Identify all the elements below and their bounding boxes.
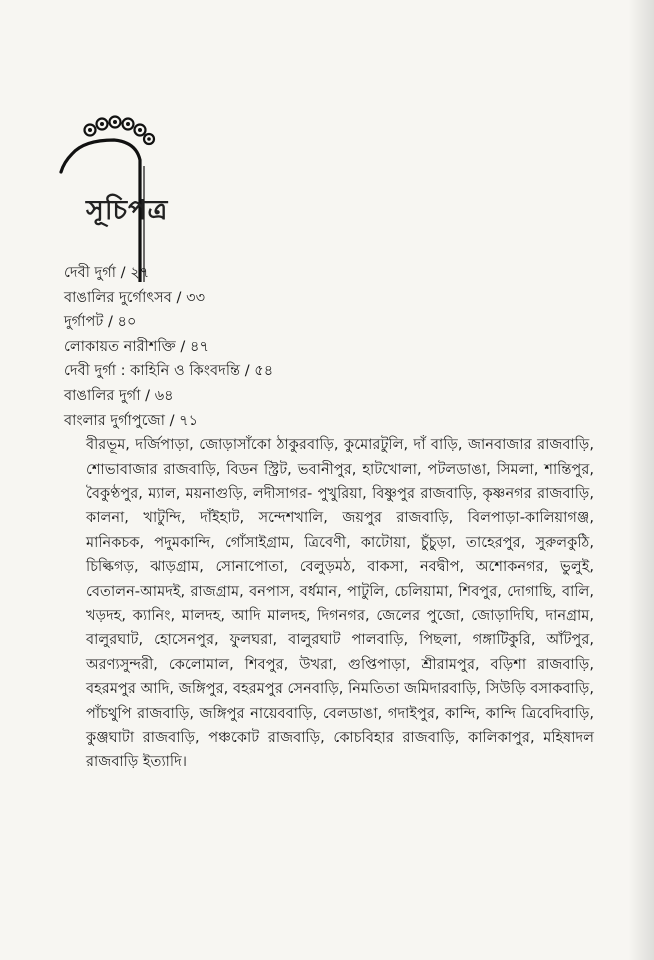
toc-entry: [64, 359, 594, 384]
toc-entry: [64, 384, 594, 409]
toc-entry: [64, 261, 594, 286]
toc-separator: /: [140, 386, 155, 404]
toc-entry-title: বাংলার দুর্গাপুজো: [64, 411, 165, 429]
toc-entry: [64, 310, 594, 335]
toc-entry-title: লোকায়ত নারীশক্তি: [64, 337, 176, 355]
toc-separator: /: [171, 288, 187, 306]
toc-subtopics: বীরভূম, দর্জিপাড়া, জোড়াসাঁকো ঠাকুরবাড়ি, কুমোরটুলি, দাঁ বাড়ি, জানবাজার রাজবাড়ি, শোভাবাজার রাজবাড়ি, বিডন স্ট্রিট, ভবানীপুর, হাটখোলা, পটলডাঙা, সিমলা, শান্তিপুর, বৈকুণ্ঠপুর, ম্যাল, ময়নাগুড়ি, লদীসাগর- পুখুরিয়া, বিষ্ণুপুর রাজবাড়ি, কৃষ্ণনগর রাজবাড়ি, কালনা, খাটুন্দি, দাঁইহাট, সন্দেশখালি, জয়পুর রাজবাড়ি, বিলপাড়া-কালিয়াগঞ্জ, মানিকচক, পদুমকান্দি, গোঁসাইগ্রাম, ত্রিবেণী, কাটোয়া, চুঁচুড়া, তাহেরপুর, সুরুলকুঠি, চিল্কিগড়, ঝাড়গ্রাম, সোনাপোতা, বেলুড়মঠ, বাকসা, নবদ্বীপ, অশোকনগর, ভুলুই, বেতালন-আমদই, রাজগ্রাম, বনপাস, বর্ধমান, পাটুলি, চেলিয়ামা, শিবপুর, দোগাছি, বালি, খড়দহ, ক্যানিং, মালদহ, আদি মালদহ, দিগনগর, জেলের পুজো, জোড়াদিঘি, দানগ্রাম, বালুরঘাট, হোসেনপুর, ফুলঘরা, বালুরঘাট পালবাড়ি, পিছলা, গঙ্গাটিকুরি, আঁটপুর, অরণ্যসুন্দরী, কেলোমাল, শিবপুর, উখরা, গুপ্তিপাড়া, শ্রীরামপুর, বড়িশা রাজবাড়ি, বহরমপুর আদি, জঙ্গিপুর, বহরমপুর সেনবাড়ি, নিমতিতা জমিদারবাড়ি, সিউড়ি বসাকবাড়ি, পাঁচথুপি রাজবাড়ি, জঙ্গিপুর নায়েববাড়ি, বেলডাঙা, গদাইপুর, কান্দি, কান্দি ত্রিবেদিবাড়ি, কুঞ্জঘাটা রাজবাড়ি, পঞ্চকোট রাজবাড়ি, কোচবিহার রাজবাড়ি, কালিকাপুর, মহিষাদল রাজবাড়ি ইত্যাদি।: [86, 436, 594, 771]
toc-separator: /: [175, 337, 190, 355]
toc-entry-title: বাঙালির দুর্গা: [64, 386, 141, 404]
toc-entry-page: ৪০: [117, 313, 137, 331]
page-title: সূচিপত্র: [86, 195, 169, 226]
table-of-contents: [64, 261, 594, 775]
toc-entry-page: ৭১: [179, 411, 199, 429]
toc-entry-page: ৫৪: [254, 362, 274, 380]
toc-separator: /: [240, 362, 255, 380]
toc-entry: [64, 286, 594, 311]
toc-entry-page: ২৭: [130, 264, 150, 281]
toc-separator: /: [116, 264, 131, 281]
toc-entry: [64, 335, 594, 360]
toc-entry-title: বাঙালির দুর্গোৎসব: [64, 288, 172, 306]
page-shadow: [628, 0, 654, 960]
toc-entry-title: দেবী দুর্গা : কাহিনি ও কিংবদন্তি: [64, 362, 241, 380]
toc-separator: /: [103, 313, 118, 331]
toc-entry: [64, 409, 594, 434]
toc-separator: /: [164, 411, 180, 429]
toc-entry-page: ৩৩: [186, 288, 206, 306]
toc-entry-title: দেবী দুর্গা: [64, 264, 116, 281]
toc-entry-page: ৪৭: [190, 337, 209, 355]
toc-entry-title: দুর্গাপট: [64, 313, 104, 331]
toc-entry-page: ৬৪: [154, 386, 174, 404]
